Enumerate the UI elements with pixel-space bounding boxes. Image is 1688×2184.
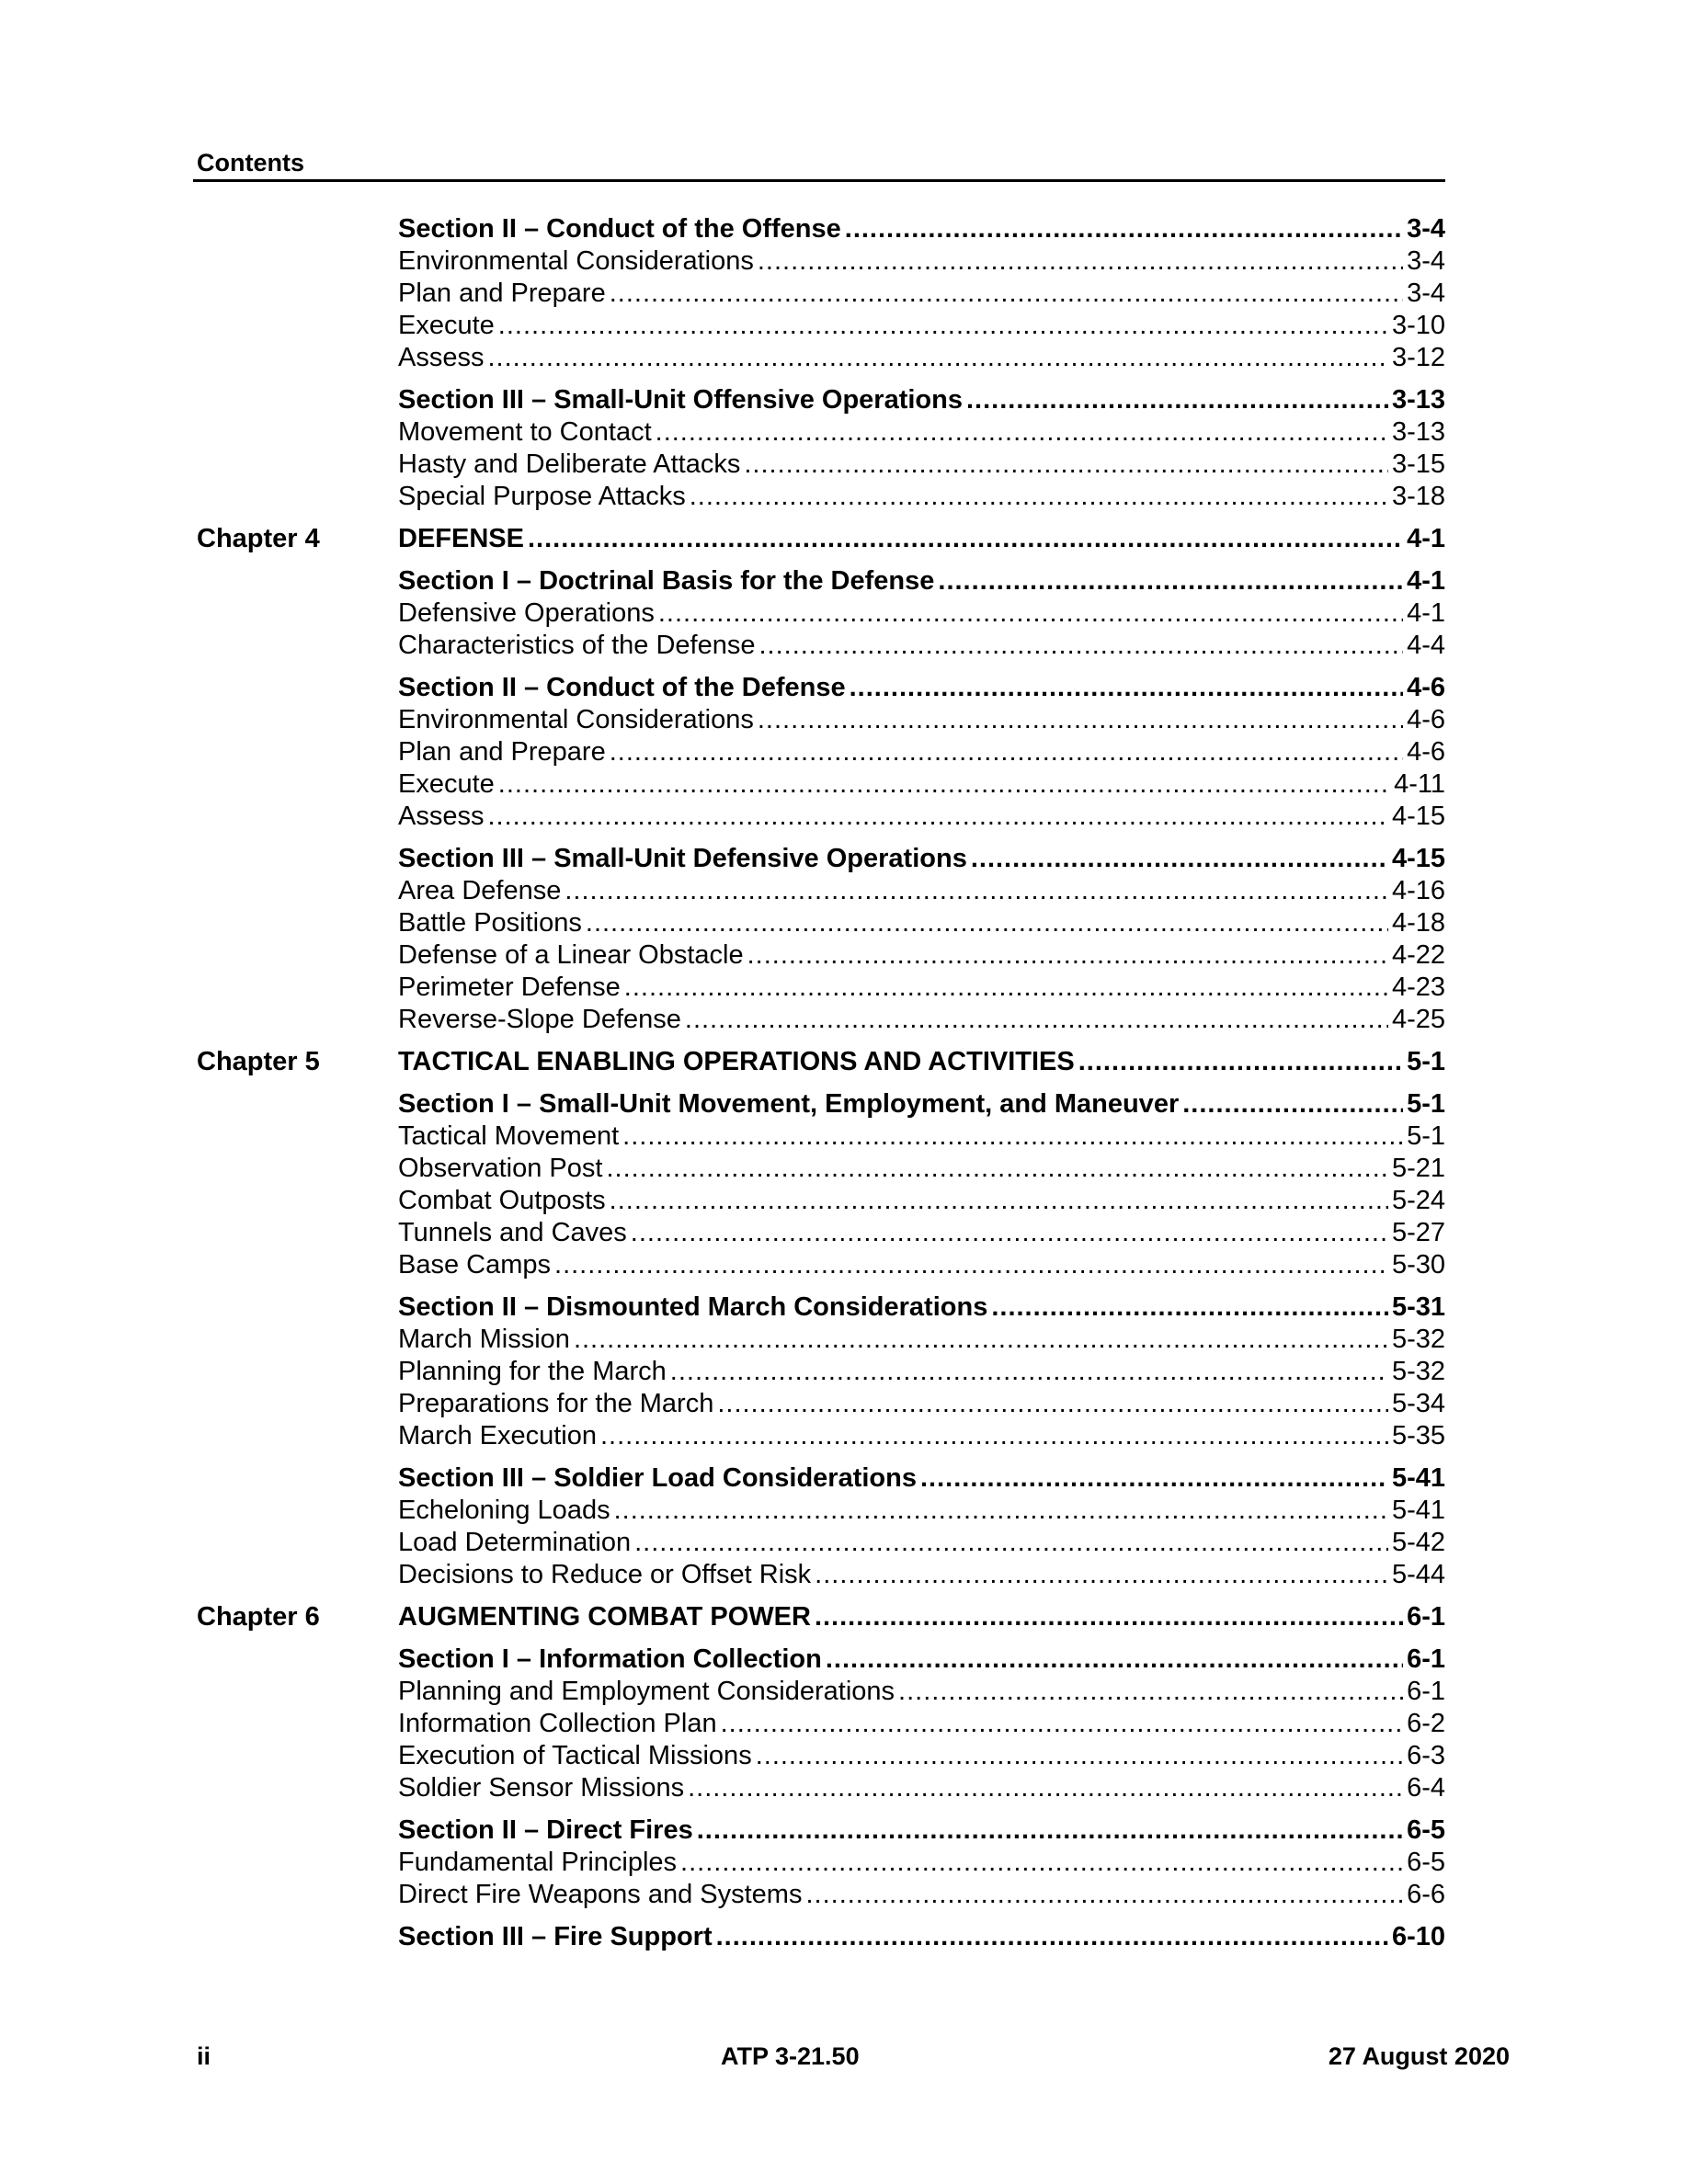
toc-entry-line: [398, 1462, 1445, 1495]
toc-page-number: 4-25: [1391, 1005, 1445, 1034]
toc-entry-title: March Mission: [398, 1325, 570, 1354]
toc-page-number: 5-44: [1391, 1560, 1445, 1589]
toc-entry[interactable]: [197, 245, 1445, 278]
toc-entry[interactable]: [197, 523, 1445, 555]
toc-entry-title: March Execution: [398, 1421, 597, 1450]
toc-entry[interactable]: [197, 1814, 1445, 1847]
toc-entry-title: Section II – Conduct of the Defense: [398, 673, 846, 702]
toc-entry-title: Section III – Small-Unit Offensive Operations: [398, 385, 963, 415]
toc-entry[interactable]: [197, 384, 1445, 416]
toc-dot-leader: [606, 1153, 1388, 1185]
toc-entry-line: [398, 736, 1445, 768]
toc-entry[interactable]: [197, 843, 1445, 875]
toc-entry-line: [398, 1847, 1445, 1879]
toc-page-number: 3-4: [1407, 214, 1445, 244]
toc-dot-leader: [758, 630, 1403, 662]
toc-entry[interactable]: [197, 875, 1445, 907]
toc-entry-title: Soldier Sensor Missions: [398, 1773, 685, 1803]
toc-entry[interactable]: [197, 481, 1445, 513]
toc-entry-line: [398, 1004, 1445, 1036]
toc-entry-line: [398, 245, 1445, 278]
toc-dot-leader: [670, 1356, 1388, 1388]
table-of-contents: [197, 213, 1445, 1953]
toc-entry-title: Assess: [398, 802, 485, 831]
toc-entry-line: [398, 1527, 1445, 1559]
toc-entry-title: Observation Post: [398, 1154, 603, 1183]
toc-entry-line: [398, 384, 1445, 416]
toc-entry-line: [398, 801, 1445, 833]
toc-entry[interactable]: [197, 1388, 1445, 1420]
toc-page-number: 4-23: [1391, 973, 1445, 1002]
toc-entry[interactable]: [197, 736, 1445, 768]
toc-entry[interactable]: [197, 1324, 1445, 1356]
toc-entry-title: Movement to Contact: [398, 417, 652, 447]
toc-dot-leader: [565, 875, 1388, 907]
toc-entry[interactable]: [197, 1772, 1445, 1804]
toc-dot-leader: [721, 1708, 1404, 1740]
toc-page-number: 3-13: [1391, 417, 1445, 447]
toc-page-number: 4-6: [1407, 673, 1445, 702]
toc-entry-title: Execute: [398, 311, 495, 340]
toc-entry-line: [398, 630, 1445, 662]
toc-entry[interactable]: [197, 416, 1445, 449]
toc-entry-line: [398, 1772, 1445, 1804]
toc-entry[interactable]: [197, 1559, 1445, 1591]
toc-entry-line: [398, 875, 1445, 907]
toc-entry-line: [398, 597, 1445, 630]
toc-dot-leader: [622, 1120, 1403, 1153]
toc-dot-leader: [1078, 1046, 1403, 1078]
toc-entry-line: [398, 1740, 1445, 1772]
toc-entry-title: Base Camps: [398, 1250, 552, 1280]
toc-entry-title: Decisions to Reduce or Offset Risk: [398, 1560, 812, 1589]
toc-entry-line: [398, 907, 1445, 939]
toc-entry[interactable]: [197, 597, 1445, 630]
toc-entry-title: Defense of a Linear Obstacle: [398, 940, 744, 970]
toc-page-number: 6-10: [1391, 1922, 1445, 1951]
toc-dot-leader: [938, 565, 1403, 597]
toc-entry-line: [398, 1921, 1445, 1953]
toc-dot-leader: [697, 1814, 1403, 1847]
toc-entry-title: Tactical Movement: [398, 1121, 620, 1151]
toc-entry[interactable]: [197, 801, 1445, 833]
toc-dot-leader: [487, 801, 1387, 833]
toc-entry[interactable]: [197, 1420, 1445, 1452]
toc-entry[interactable]: [197, 213, 1445, 245]
toc-dot-leader: [600, 1420, 1388, 1452]
toc-entry[interactable]: [197, 1495, 1445, 1527]
toc-page-number: 4-6: [1407, 737, 1445, 767]
toc-page-number: 5-34: [1391, 1389, 1445, 1418]
toc-entry[interactable]: [197, 768, 1445, 801]
toc-page-number: 4-15: [1391, 844, 1445, 873]
toc-entry-title: Plan and Prepare: [398, 279, 606, 308]
toc-page-number: 6-5: [1407, 1815, 1445, 1845]
toc-dot-leader: [680, 1847, 1403, 1879]
toc-entry-title: Planning and Employment Considerations: [398, 1677, 895, 1706]
toc-entry[interactable]: [197, 704, 1445, 736]
toc-entry-line: [398, 1879, 1445, 1911]
footer-date: 27 August 2020: [1328, 2042, 1510, 2070]
toc-dot-leader: [826, 1644, 1403, 1676]
toc-page-number: 5-42: [1391, 1528, 1445, 1557]
toc-entry-title: AUGMENTING COMBAT POWER: [398, 1602, 811, 1632]
toc-page-number: 3-12: [1391, 343, 1445, 372]
toc-entry[interactable]: [197, 1601, 1445, 1633]
header-rule: [193, 179, 1445, 182]
toc-page-number: 6-5: [1407, 1848, 1445, 1877]
toc-entry-title: Defensive Operations: [398, 598, 655, 628]
toc-page-number: 6-1: [1407, 1677, 1445, 1706]
page-footer: [197, 2041, 1510, 2072]
toc-dot-leader: [716, 1921, 1388, 1953]
toc-dot-leader: [971, 843, 1388, 875]
toc-entry-line: [398, 1088, 1445, 1120]
toc-page-number: 6-1: [1407, 1644, 1445, 1674]
toc-entry-title: Special Purpose Attacks: [398, 482, 686, 511]
toc-page-number: 4-1: [1407, 524, 1445, 553]
toc-page-number: 5-21: [1391, 1154, 1445, 1183]
toc-dot-leader: [624, 972, 1388, 1004]
toc-entry[interactable]: [197, 672, 1445, 704]
toc-page-number: 4-16: [1391, 876, 1445, 905]
toc-entry-title: Assess: [398, 343, 485, 372]
toc-entry-line: [398, 416, 1445, 449]
toc-entry[interactable]: [197, 1046, 1445, 1078]
toc-entry-line: [398, 843, 1445, 875]
toc-dot-leader: [758, 704, 1403, 736]
toc-entry[interactable]: [197, 1740, 1445, 1772]
toc-entry[interactable]: [197, 630, 1445, 662]
toc-dot-leader: [815, 1559, 1388, 1591]
toc-dot-leader: [717, 1388, 1388, 1420]
toc-entry[interactable]: [197, 939, 1445, 972]
toc-dot-leader: [685, 1004, 1388, 1036]
toc-dot-leader: [815, 1601, 1403, 1633]
toc-entry-title: Reverse-Slope Defense: [398, 1005, 681, 1034]
toc-entry-line: [398, 213, 1445, 245]
toc-entry-title: Section II – Direct Fires: [398, 1815, 693, 1845]
toc-page-number: 4-11: [1394, 769, 1445, 799]
toc-entry-title: Characteristics of the Defense: [398, 631, 756, 660]
toc-entry-title: Plan and Prepare: [398, 737, 606, 767]
toc-page-number: 4-1: [1407, 566, 1445, 596]
toc-entry[interactable]: [197, 1879, 1445, 1911]
toc-entry-line: [398, 768, 1445, 801]
toc-page-number: 3-15: [1391, 449, 1445, 479]
toc-entry[interactable]: [197, 449, 1445, 481]
toc-dot-leader: [690, 481, 1388, 513]
toc-dot-leader: [610, 736, 1403, 768]
toc-entry-line: [398, 523, 1445, 555]
toc-entry[interactable]: [197, 1921, 1445, 1953]
toc-page-number: 4-4: [1407, 631, 1445, 660]
toc-entry-line: [398, 1708, 1445, 1740]
toc-dot-leader: [658, 597, 1403, 630]
toc-entry[interactable]: [197, 1356, 1445, 1388]
toc-entry-line: [398, 481, 1445, 513]
toc-chapter-label: Chapter 5: [197, 1047, 320, 1076]
toc-page-number: 5-35: [1391, 1421, 1445, 1450]
running-header: Contents: [197, 149, 304, 176]
toc-entry[interactable]: [197, 565, 1445, 597]
toc-dot-leader: [498, 310, 1388, 342]
toc-dot-leader: [656, 416, 1388, 449]
toc-entry[interactable]: [197, 1462, 1445, 1495]
toc-entry-title: Environmental Considerations: [398, 705, 754, 734]
toc-page-number: 5-30: [1391, 1250, 1445, 1280]
toc-page-number: 3-18: [1391, 482, 1445, 511]
toc-entry-line: [398, 1291, 1445, 1324]
toc-page-number: 5-27: [1391, 1218, 1445, 1247]
toc-dot-leader: [898, 1676, 1403, 1708]
toc-entry-title: Echeloning Loads: [398, 1496, 610, 1525]
toc-page-number: 5-1: [1407, 1121, 1445, 1151]
footer-page-number: ii: [197, 2042, 211, 2070]
toc-entry-title: TACTICAL ENABLING OPERATIONS AND ACTIVITIES: [398, 1047, 1075, 1076]
toc-dot-leader: [554, 1249, 1388, 1281]
toc-entry[interactable]: [197, 1185, 1445, 1217]
toc-entry-title: Section II – Conduct of the Offense: [398, 214, 841, 244]
toc-entry-title: Section III – Fire Support: [398, 1922, 713, 1951]
toc-dot-leader: [1182, 1088, 1403, 1120]
toc-entry-line: [398, 704, 1445, 736]
toc-dot-leader: [610, 278, 1403, 310]
toc-dot-leader: [966, 384, 1388, 416]
toc-entry[interactable]: [197, 907, 1445, 939]
toc-dot-leader: [586, 907, 1388, 939]
toc-entry-line: [398, 939, 1445, 972]
toc-entry[interactable]: [197, 278, 1445, 310]
footer-publication: ATP 3-21.50: [721, 2042, 860, 2070]
toc-page-number: 4-1: [1407, 598, 1445, 628]
toc-page-number: 6-2: [1407, 1709, 1445, 1738]
toc-page-number: 4-18: [1391, 908, 1445, 938]
toc-entry-line: [398, 1324, 1445, 1356]
toc-page-number: 5-1: [1407, 1047, 1445, 1076]
toc-page-number: 5-31: [1391, 1292, 1445, 1322]
toc-entry[interactable]: [197, 1249, 1445, 1281]
toc-dot-leader: [991, 1291, 1388, 1324]
toc-dot-leader: [747, 939, 1388, 972]
toc-dot-leader: [920, 1462, 1388, 1495]
toc-entry[interactable]: [197, 1676, 1445, 1708]
toc-page-number: 5-32: [1391, 1325, 1445, 1354]
toc-entry-title: Perimeter Defense: [398, 973, 621, 1002]
toc-page-number: 6-3: [1407, 1741, 1445, 1770]
toc-entry[interactable]: [197, 1217, 1445, 1249]
toc-entry-line: [398, 1814, 1445, 1847]
toc-page-number: 5-32: [1391, 1357, 1445, 1386]
toc-page-number: 5-24: [1391, 1186, 1445, 1215]
toc-dot-leader: [528, 523, 1403, 555]
toc-dot-leader: [634, 1527, 1388, 1559]
toc-entry[interactable]: [197, 1291, 1445, 1324]
toc-entry-line: [398, 1217, 1445, 1249]
toc-dot-leader: [631, 1217, 1388, 1249]
toc-entry-line: [398, 1185, 1445, 1217]
toc-entry-title: Section II – Dismounted March Considerations: [398, 1292, 988, 1322]
toc-entry-line: [398, 1559, 1445, 1591]
toc-entry-line: [398, 1601, 1445, 1633]
toc-entry[interactable]: [197, 342, 1445, 374]
toc-entry-title: Battle Positions: [398, 908, 582, 938]
toc-chapter-label: Chapter 4: [197, 524, 320, 553]
toc-entry-line: [398, 1644, 1445, 1676]
toc-page-number: 4-22: [1391, 940, 1445, 970]
toc-page-number: 3-13: [1391, 385, 1445, 415]
toc-page-number: 4-6: [1407, 705, 1445, 734]
toc-page-number: 5-41: [1391, 1496, 1445, 1525]
toc-dot-leader: [756, 1740, 1403, 1772]
toc-entry-line: [398, 1495, 1445, 1527]
toc-dot-leader: [614, 1495, 1388, 1527]
toc-entry[interactable]: [197, 1708, 1445, 1740]
toc-entry-line: [398, 1356, 1445, 1388]
toc-page-number: 4-15: [1391, 802, 1445, 831]
toc-entry-line: [398, 672, 1445, 704]
toc-entry[interactable]: [197, 1527, 1445, 1559]
toc-dot-leader: [574, 1324, 1388, 1356]
toc-entry[interactable]: [197, 1644, 1445, 1676]
toc-entry-title: Planning for the March: [398, 1357, 667, 1386]
toc-dot-leader: [487, 342, 1387, 374]
toc-entry-line: [398, 1676, 1445, 1708]
toc-entry-title: Tunnels and Caves: [398, 1218, 627, 1247]
toc-page-number: 5-1: [1407, 1089, 1445, 1119]
toc-dot-leader: [744, 449, 1388, 481]
toc-entry[interactable]: [197, 972, 1445, 1004]
toc-entry-title: Section III – Small-Unit Defensive Operations: [398, 844, 967, 873]
toc-entry-title: Load Determination: [398, 1528, 632, 1557]
toc-dot-leader: [610, 1185, 1388, 1217]
toc-entry[interactable]: [197, 1004, 1445, 1036]
toc-entry-line: [398, 1120, 1445, 1153]
toc-entry-line: [398, 972, 1445, 1004]
toc-entry[interactable]: [197, 1847, 1445, 1879]
toc-page-number: 3-10: [1391, 311, 1445, 340]
toc-entry-title: Section I – Information Collection: [398, 1644, 822, 1674]
toc-entry-line: [398, 342, 1445, 374]
toc-page-number: 6-6: [1407, 1880, 1445, 1909]
toc-entry-title: Area Defense: [398, 876, 562, 905]
toc-dot-leader: [805, 1879, 1403, 1911]
toc-entry-title: Fundamental Principles: [398, 1848, 678, 1877]
toc-page-number: 5-41: [1391, 1463, 1445, 1493]
toc-entry-title: Section I – Doctrinal Basis for the Defense: [398, 566, 935, 596]
toc-entry-line: [398, 565, 1445, 597]
toc-entry-line: [398, 449, 1445, 481]
toc-page-number: 6-4: [1407, 1773, 1445, 1803]
toc-entry-title: Environmental Considerations: [398, 246, 754, 276]
toc-entry-line: [398, 1046, 1445, 1078]
toc-entry-title: Section I – Small-Unit Movement, Employment, and Maneuver: [398, 1089, 1180, 1119]
toc-entry[interactable]: [197, 1088, 1445, 1120]
toc-entry-title: Hasty and Deliberate Attacks: [398, 449, 741, 479]
toc-entry-title: Direct Fire Weapons and Systems: [398, 1880, 803, 1909]
toc-entry[interactable]: [197, 1120, 1445, 1153]
toc-entry-title: Information Collection Plan: [398, 1709, 717, 1738]
toc-entry-line: [398, 1388, 1445, 1420]
toc-entry-title: Section III – Soldier Load Considerations: [398, 1463, 917, 1493]
toc-entry-title: Execute: [398, 769, 495, 799]
toc-entry-line: [398, 1249, 1445, 1281]
toc-entry[interactable]: [197, 1153, 1445, 1185]
toc-chapter-label: Chapter 6: [197, 1602, 320, 1632]
toc-page-number: 3-4: [1407, 246, 1445, 276]
toc-dot-leader: [498, 768, 1390, 801]
toc-entry-line: [398, 1420, 1445, 1452]
toc-entry[interactable]: [197, 310, 1445, 342]
toc-entry-line: [398, 310, 1445, 342]
toc-dot-leader: [850, 672, 1403, 704]
toc-page-number: 3-4: [1407, 279, 1445, 308]
toc-dot-leader: [758, 245, 1403, 278]
toc-entry-title: Combat Outposts: [398, 1186, 606, 1215]
toc-entry-line: [398, 1153, 1445, 1185]
toc-entry-line: [398, 278, 1445, 310]
toc-entry-title: Preparations for the March: [398, 1389, 714, 1418]
toc-page-number: 6-1: [1407, 1602, 1445, 1632]
toc-dot-leader: [845, 213, 1403, 245]
toc-dot-leader: [688, 1772, 1403, 1804]
toc-entry-title: DEFENSE: [398, 524, 524, 553]
toc-entry-title: Execution of Tactical Missions: [398, 1741, 752, 1770]
